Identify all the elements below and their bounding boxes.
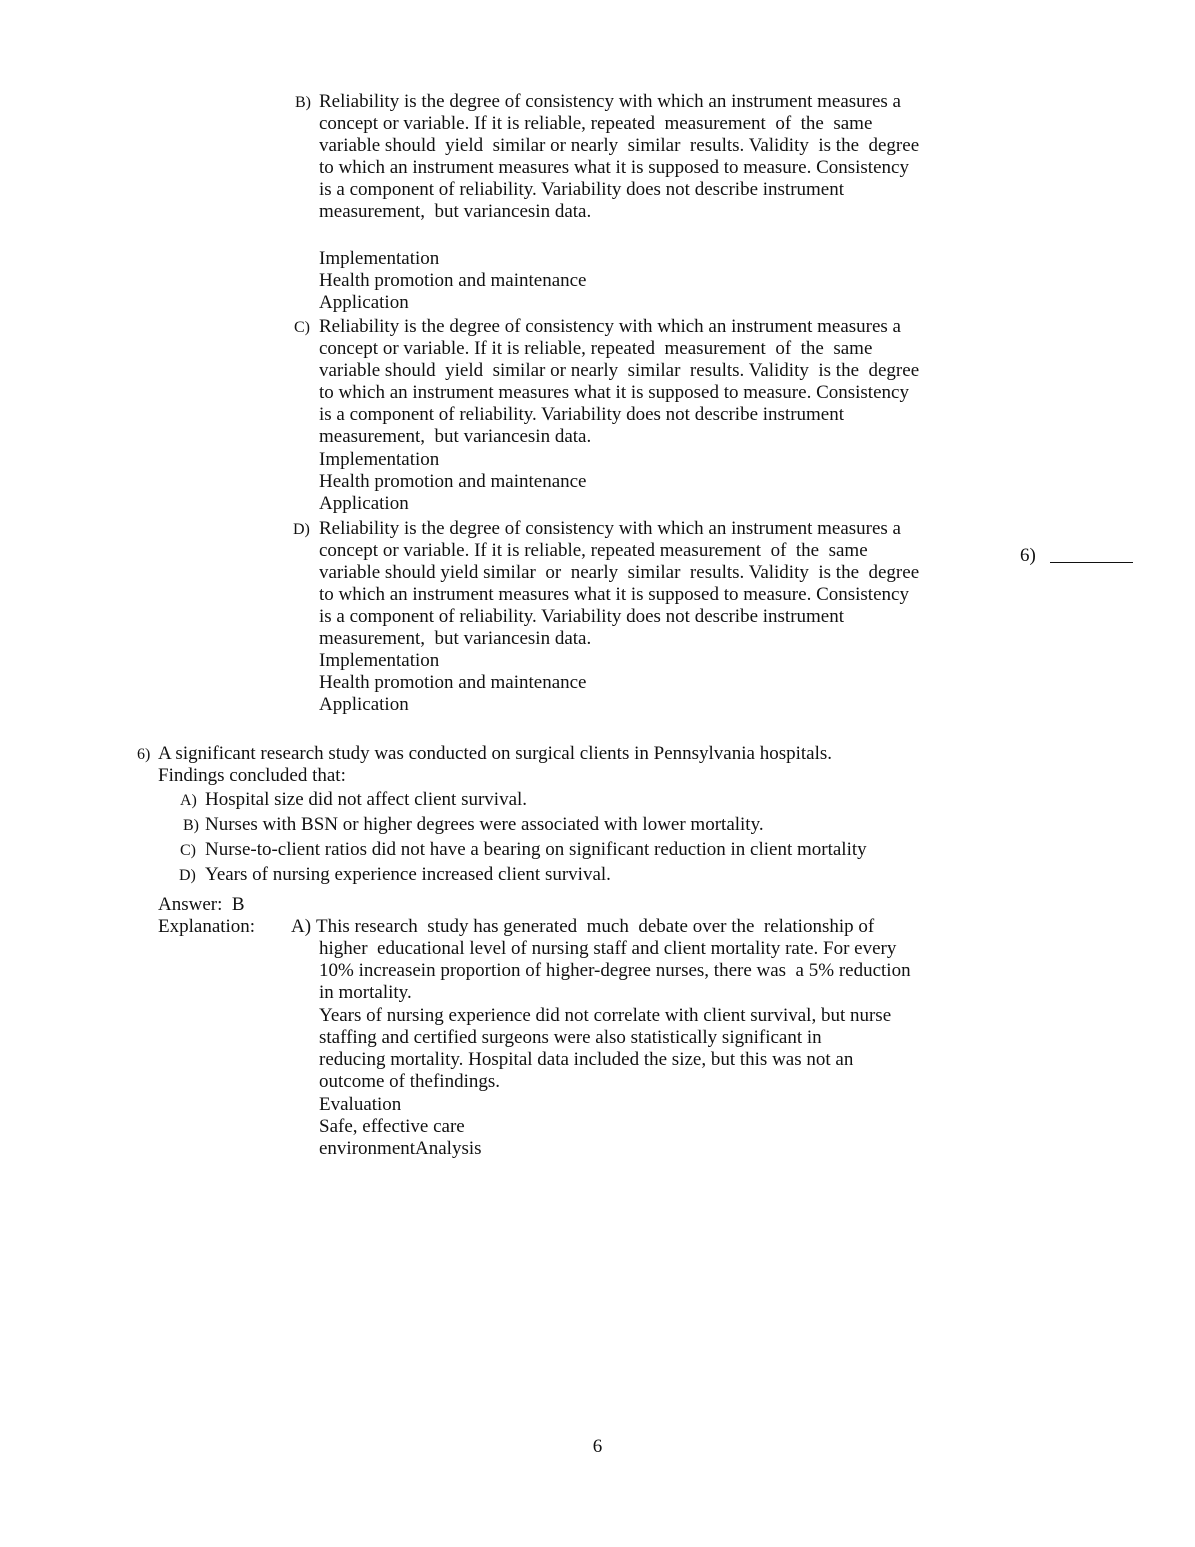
option-a-text: Hospital size did not affect client survival.	[205, 789, 528, 810]
client-need-label: Health promotion and maintenance	[319, 471, 587, 492]
explanation-line: staffing and certified surgeons were also statistically significant in	[319, 1027, 822, 1048]
rationale-line: concept or variable. If it is reliable, repeated measurement of the same	[319, 540, 868, 561]
option-d-rationale	[319, 518, 1019, 650]
nursing-process-label: Implementation	[319, 248, 440, 269]
option-d-text: Years of nursing experience increased client survival.	[205, 864, 611, 885]
cognitive-level-label: Application	[319, 694, 409, 715]
option-b-letter: B)	[183, 817, 199, 834]
nursing-process-label: Implementation	[319, 449, 440, 470]
answer-label: Answer: B	[158, 894, 245, 915]
rationale-line: is a component of reliability. Variability does not describe instrument	[319, 404, 845, 425]
explanation-letter: A)	[291, 916, 312, 937]
question-stem-line-1: A significant research study was conducted on surgical clients in Pennsylvania hospitals.	[158, 743, 833, 764]
option-c-letter: C)	[294, 319, 310, 336]
explanation-line: higher educational level of nursing staff and client mortality rate. For every	[319, 938, 897, 959]
rationale-line: concept or variable. If it is reliable, repeated measurement of the same	[319, 338, 873, 359]
rationale-line: is a component of reliability. Variability does not describe instrument	[319, 179, 845, 200]
page-number: 6	[592, 1436, 603, 1457]
rationale-line: to which an instrument measures what it is supposed to measure. Consistency	[319, 584, 909, 605]
explanation-line: This research study has generated much debate over the relationship of	[316, 916, 875, 937]
cognitive-level-label: Application	[319, 493, 409, 514]
cognitive-level-label: environmentAnalysis	[319, 1138, 482, 1159]
explanation-meta	[319, 1094, 1019, 1160]
option-b-letter: B)	[295, 94, 311, 111]
option-b-rationale	[319, 91, 1019, 223]
option-c-meta	[319, 449, 1019, 515]
answer-blank-number: 6)	[1020, 545, 1036, 566]
explanation-line: in mortality.	[319, 982, 412, 1003]
rationale-line: to which an instrument measures what it is supposed to measure. Consistency	[319, 157, 909, 178]
rationale-line: is a component of reliability. Variability does not describe instrument	[319, 606, 845, 627]
option-d-letter: D)	[293, 521, 310, 538]
explanation-text	[316, 916, 1019, 1093]
rationale-line: variable should yield similar or nearly similar results. Validity is the degree	[319, 360, 920, 381]
answer-blank-line[interactable]	[1050, 562, 1133, 563]
explanation-line: outcome of thefindings.	[319, 1071, 500, 1092]
client-need-label: Health promotion and maintenance	[319, 672, 587, 693]
option-b-meta	[319, 248, 1019, 314]
rationale-line: measurement, but variancesin data.	[319, 426, 592, 447]
explanation-label: Explanation:	[158, 916, 256, 937]
rationale-line: variable should yield similar or nearly similar results. Validity is the degree	[319, 135, 920, 156]
option-a-letter: A)	[180, 792, 197, 809]
option-c-text: Nurse-to-client ratios did not have a bearing on significant reduction in client mortality	[205, 839, 867, 860]
rationale-line: measurement, but variancesin data.	[319, 201, 592, 222]
question-number: 6)	[137, 746, 151, 763]
rationale-line: to which an instrument measures what it is supposed to measure. Consistency	[319, 382, 909, 403]
explanation-line: Years of nursing experience did not correlate with client survival, but nurse	[319, 1005, 892, 1026]
rationale-line: variable should yield similar or nearly similar results. Validity is the degree	[319, 562, 920, 583]
nursing-process-label: Implementation	[319, 650, 440, 671]
option-c-rationale	[319, 316, 1019, 448]
explanation-line: 10% increasein proportion of higher-degree nurses, there was a 5% reduction	[319, 960, 911, 981]
option-d-letter: D)	[179, 867, 196, 884]
rationale-line: measurement, but variancesin data.	[319, 628, 592, 649]
cognitive-level-label: Application	[319, 292, 409, 313]
option-c-letter: C)	[180, 842, 196, 859]
question-stem-line-2: Findings concluded that:	[158, 765, 346, 786]
rationale-line: concept or variable. If it is reliable, repeated measurement of the same	[319, 113, 873, 134]
rationale-line: Reliability is the degree of consistency with which an instrument measures a	[319, 91, 901, 112]
nursing-process-label: Evaluation	[319, 1094, 402, 1115]
option-d-meta	[319, 650, 1019, 716]
option-b-text: Nurses with BSN or higher degrees were associated with lower mortality.	[205, 814, 764, 835]
explanation-line: reducing mortality. Hospital data included the size, but this was not an	[319, 1049, 854, 1070]
rationale-line: Reliability is the degree of consistency with which an instrument measures a	[319, 316, 901, 337]
rationale-line: Reliability is the degree of consistency with which an instrument measures a	[319, 518, 901, 539]
client-need-label: Safe, effective care	[319, 1116, 465, 1137]
client-need-label: Health promotion and maintenance	[319, 270, 587, 291]
